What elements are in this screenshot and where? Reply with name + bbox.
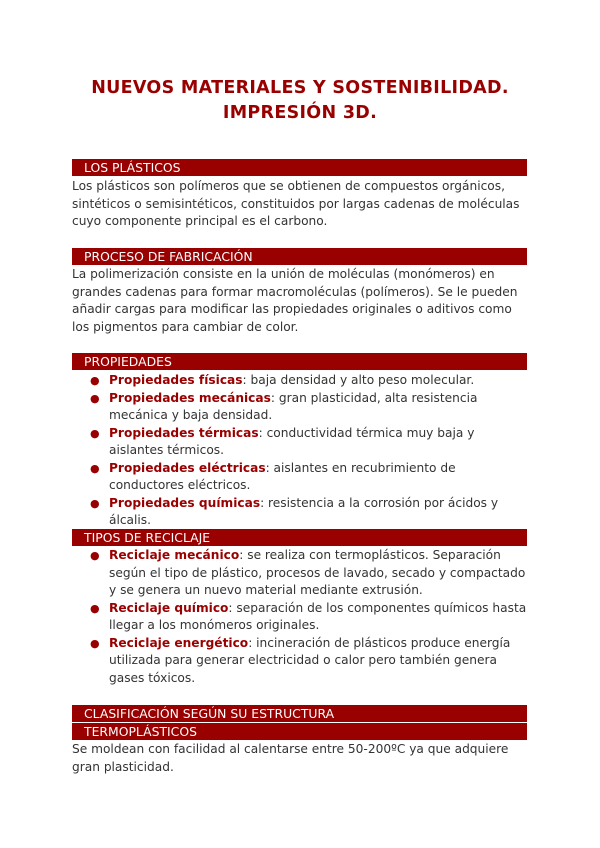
list-item <box>72 460 532 495</box>
item-term: Propiedades mecánicas <box>109 390 271 405</box>
section-heading-plasticos: LOS PLÁSTICOS <box>72 159 527 176</box>
item-term: Propiedades químicas <box>109 495 261 510</box>
item-term: Propiedades térmicas <box>109 425 259 440</box>
item-term: Reciclaje mecánico <box>109 548 240 562</box>
title-line-2: IMPRESIÓN 3D. <box>222 103 378 123</box>
section-heading-fabricacion: PROCESO DE FABRICACIÓN <box>72 248 527 265</box>
bullet-icon: ● <box>90 374 100 387</box>
list-propiedades <box>72 372 532 530</box>
item-text: : se realiza con termoplásticos. Separación según el tipo de plástico, procesos de lavado, secado y compactado y se genera un nuevo material mediante extrusión. <box>109 548 526 597</box>
list-item <box>72 495 532 530</box>
item-term: Propiedades físicas <box>109 373 243 387</box>
title-line-1: NUEVOS MATERIALES Y SOSTENIBILIDAD. <box>91 78 509 98</box>
item-text: : separación de los componentes químicos hasta llegar a los monómeros originales. <box>109 600 527 632</box>
list-item <box>72 425 532 460</box>
item-term: Propiedades eléctricas <box>109 460 266 475</box>
item-term: Reciclaje químico <box>109 600 229 615</box>
bullet-icon: ● <box>90 391 100 405</box>
subsection-heading-termoplasticos: TERMOPLÁSTICOS <box>72 723 527 740</box>
bullet-icon: ● <box>90 601 100 615</box>
bullet-icon: ● <box>90 636 100 650</box>
item-text: : baja densidad y alto peso molecular. <box>242 373 475 387</box>
document-title <box>0 76 600 126</box>
list-item <box>72 547 532 600</box>
section-heading-clasificacion: CLASIFICACIÓN SEGÚN SU ESTRUCTURA <box>72 705 527 722</box>
list-item <box>72 600 532 635</box>
paragraph-termoplasticos: Se moldean con facilidad al calentarse entre 50-200ºC ya que adquiere gran plasticidad. <box>72 742 509 774</box>
bullet-icon: ● <box>90 496 100 510</box>
paragraph-fabricacion: La polimerización consiste en la unión de moléculas (monómeros) en grandes cadenas para formar macromoléculas (polímeros). Se le pueden añadir cargas para modificar las propiedades originales o aditivos como los pigmentos para cambiar de color. <box>72 267 518 334</box>
item-term: Reciclaje energético <box>109 635 249 650</box>
list-item <box>72 635 532 688</box>
list-item <box>72 372 532 390</box>
item-text: : conductividad térmica muy baja y aislantes térmicos. <box>109 425 475 457</box>
bullet-icon: ● <box>90 461 100 475</box>
list-reciclaje <box>72 547 532 687</box>
item-text: : resistencia a la corrosión por ácidos y álcalis. <box>109 495 499 527</box>
paragraph-plasticos: Los plásticos son polímeros que se obtienen de compuestos orgánicos, sintéticos o semisintéticos, constituidos por largas cadenas de moléculas cuyo componente principal es el carbono. <box>72 179 520 228</box>
section-heading-reciclaje: TIPOS DE RECICLAJE <box>72 529 527 546</box>
list-item <box>72 390 532 425</box>
item-text: : incineración de plásticos produce energía utilizada para generar electricidad o calor pero también genera gases tóxicos. <box>109 635 511 685</box>
item-text: : aislantes en recubrimiento de conductores eléctricos. <box>109 460 456 492</box>
item-text: : gran plasticidad, alta resistencia mecánica y baja densidad. <box>109 390 478 422</box>
bullet-icon: ● <box>90 426 100 440</box>
bullet-icon: ● <box>90 549 100 562</box>
section-heading-propiedades: PROPIEDADES <box>72 353 527 370</box>
